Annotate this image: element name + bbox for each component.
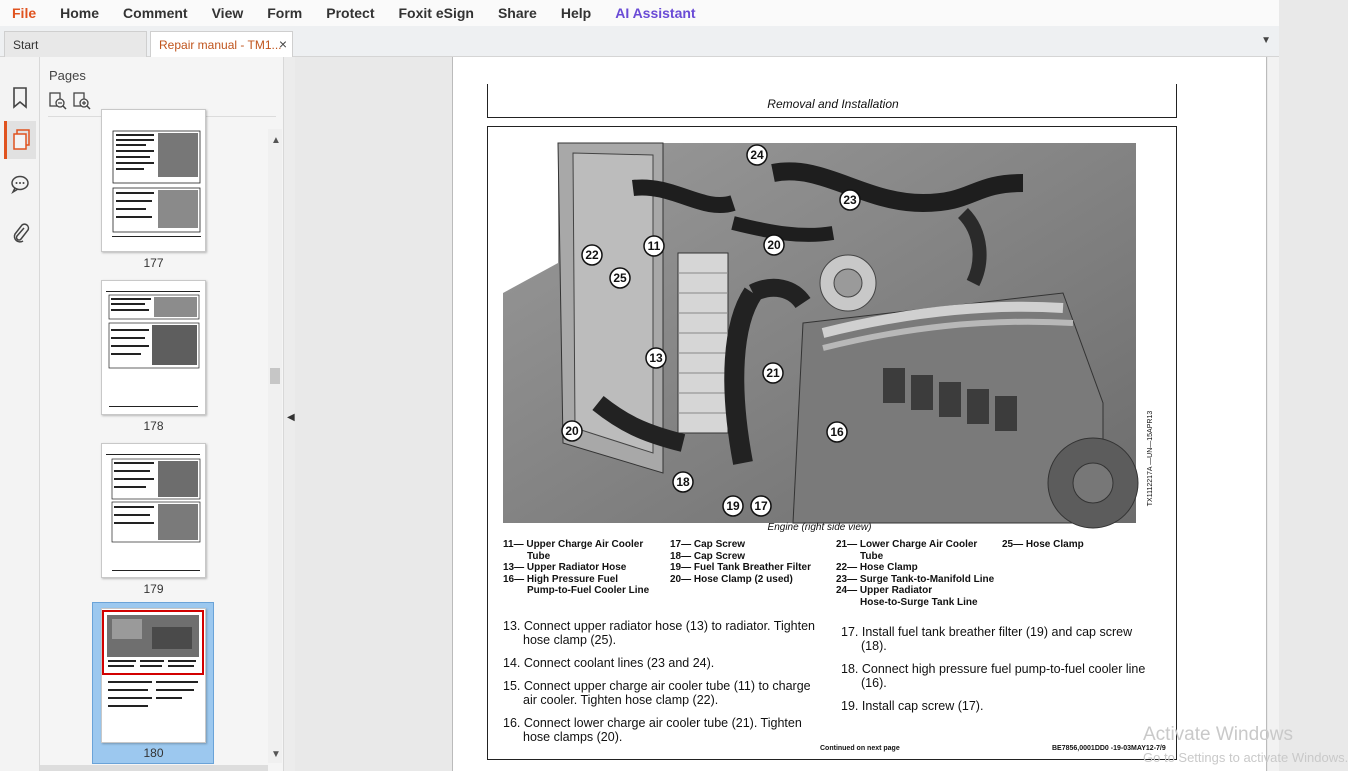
scroll-up-icon[interactable]: ▲ (271, 135, 281, 146)
legend-entry: 21— Lower Charge Air Cooler (836, 539, 978, 550)
legend-entry: Hose-to-Surge Tank Line (860, 596, 978, 608)
thumbnail-label: 178 (143, 419, 164, 433)
continued-note: Continued on next page (820, 745, 900, 752)
comment-icon[interactable] (5, 169, 35, 199)
legend-entry: 24— Upper Radiator (836, 585, 933, 596)
legend-entry: 13— Upper Radiator Hose (503, 562, 627, 573)
menu-view[interactable]: View (211, 5, 244, 21)
tab-repair-manual-label: Repair manual - TM1... (159, 37, 282, 52)
legend-column-2 (670, 539, 811, 585)
page-zoom-out-icon[interactable] (49, 92, 67, 110)
page-zoom-in-icon[interactable] (73, 92, 91, 110)
section-title: Removal and Installation (767, 97, 899, 111)
menu-protect[interactable]: Protect (326, 5, 375, 21)
pages-icon[interactable] (4, 121, 36, 159)
tab-bar (0, 26, 1279, 57)
document-view (295, 57, 1279, 771)
callout-label: 19 (726, 499, 740, 513)
instruction-step: 14. Connect coolant lines (23 and 24). (503, 656, 715, 670)
menu-ai-assistant[interactable]: AI Assistant (615, 5, 696, 21)
pdf-page (452, 57, 1267, 771)
instruction-step: 13. Connect upper radiator hose (13) to radiator. Tighten hose clamp (25). (503, 619, 815, 647)
thumbnail-label: 177 (143, 256, 164, 270)
legend-entry: 23— Surge Tank-to-Manifold Line (836, 573, 995, 585)
legend-entry: 17— Cap Screw (670, 539, 746, 550)
figure-side-code (1145, 407, 1159, 517)
thumbnail-list (40, 129, 268, 763)
legend-column-3 (836, 539, 994, 608)
figure-side-code-text: TX1112217A —UN—15APR13 (1147, 410, 1155, 507)
callout-label: 20 (767, 238, 781, 252)
bookmark-icon[interactable] (5, 83, 35, 113)
thumbnail-label: 180 (143, 746, 164, 760)
callout-label: 25 (613, 271, 627, 285)
legend-entry: 16— High Pressure Fuel (503, 573, 619, 585)
callout-label: 11 (647, 239, 661, 253)
attachment-icon[interactable] (5, 217, 35, 247)
tab-repair-manual[interactable] (150, 31, 293, 57)
callout-label: 16 (830, 425, 844, 439)
document-code: BE7856,0001DD0 -19-03MAY12-7/9 (1052, 745, 1166, 752)
instruction-step: 19. Install cap screw (17). (841, 699, 984, 713)
menu-comment[interactable]: Comment (123, 5, 188, 21)
menu-file[interactable]: File (12, 5, 37, 21)
instruction-step: 18. Connect high pressure fuel pump-to-fuel cooler line (16). (841, 662, 1146, 690)
legend-entry: 11— Upper Charge Air Cooler (503, 539, 644, 550)
horizontal-scrollbar[interactable] (40, 765, 268, 771)
legend-entry: 22— Hose Clamp (836, 562, 918, 573)
menu-form[interactable]: Form (267, 5, 303, 21)
close-icon[interactable]: × (278, 36, 287, 52)
callout-label: 21 (766, 366, 780, 380)
thumbnail-scrollbar[interactable] (268, 129, 282, 763)
scrollbar-thumb[interactable] (270, 368, 280, 384)
content-frame (487, 126, 1177, 760)
tab-start-label: Start (13, 37, 39, 52)
pages-panel (40, 57, 283, 771)
section-header-box (487, 84, 1177, 118)
instruction-step: 17. Install fuel tank breather filter (19) and cap screw (18). (841, 625, 1133, 653)
page-thumbnail[interactable] (101, 109, 206, 252)
legend-entry: 20— Hose Clamp (2 used) (670, 573, 793, 585)
panel-title: Pages (49, 68, 86, 83)
collapse-panel-icon[interactable]: ◀ (287, 412, 295, 423)
callout-label: 24 (750, 148, 764, 162)
legend-entry: Pump-to-Fuel Cooler Line (527, 585, 650, 596)
legend-entry: 25— Hose Clamp (1002, 539, 1084, 550)
menu-share[interactable]: Share (497, 5, 537, 21)
instruction-step: 16. Connect lower charge air cooler tube (21). Tighten hose clamps (20). (503, 716, 802, 744)
page-thumbnail-selected[interactable] (101, 608, 206, 743)
legend-entry: Tube (527, 550, 551, 562)
menu-home[interactable]: Home (60, 5, 100, 21)
menu-bar (0, 0, 1279, 26)
legend-entry: Tube (860, 550, 884, 562)
callout-label: 18 (676, 475, 690, 489)
page-thumbnail[interactable] (101, 280, 206, 415)
steps-left-column (503, 619, 823, 753)
tab-start[interactable] (4, 31, 147, 57)
scroll-down-icon[interactable]: ▼ (271, 749, 281, 760)
activation-watermark-title: Activate Windows (1143, 724, 1293, 745)
thumbnail-label: 179 (143, 582, 164, 596)
legend-column-1 (503, 539, 649, 597)
menu-help[interactable]: Help (560, 5, 592, 21)
chevron-down-icon[interactable]: ▼ (1261, 35, 1271, 46)
callout-label: 13 (649, 351, 663, 365)
instruction-step: 15. Connect upper charge air cooler tube (11) to charge air cooler. Tighten hose clamp (22). (503, 679, 811, 707)
legend-column-4 (1002, 539, 1084, 551)
callout-label: 22 (585, 248, 599, 262)
menu-foxit-esign[interactable]: Foxit eSign (398, 5, 474, 21)
legend-entry: 18— Cap Screw (670, 550, 746, 562)
page-thumbnail[interactable] (101, 443, 206, 578)
steps-right-column (841, 625, 1161, 722)
panel-splitter[interactable] (283, 57, 295, 771)
activation-watermark-subtitle: Go to Settings to activate Windows. (1143, 750, 1348, 765)
figure-caption: Engine (right side view) (767, 522, 872, 533)
engine-figure (503, 143, 1136, 523)
navigation-rail (0, 57, 40, 771)
legend-entry: 19— Fuel Tank Breather Filter (670, 562, 811, 573)
callout-label: 17 (754, 499, 768, 513)
callout-label: 20 (565, 424, 579, 438)
callout-label: 23 (843, 193, 857, 207)
document-scrollbar[interactable] (1268, 57, 1279, 771)
